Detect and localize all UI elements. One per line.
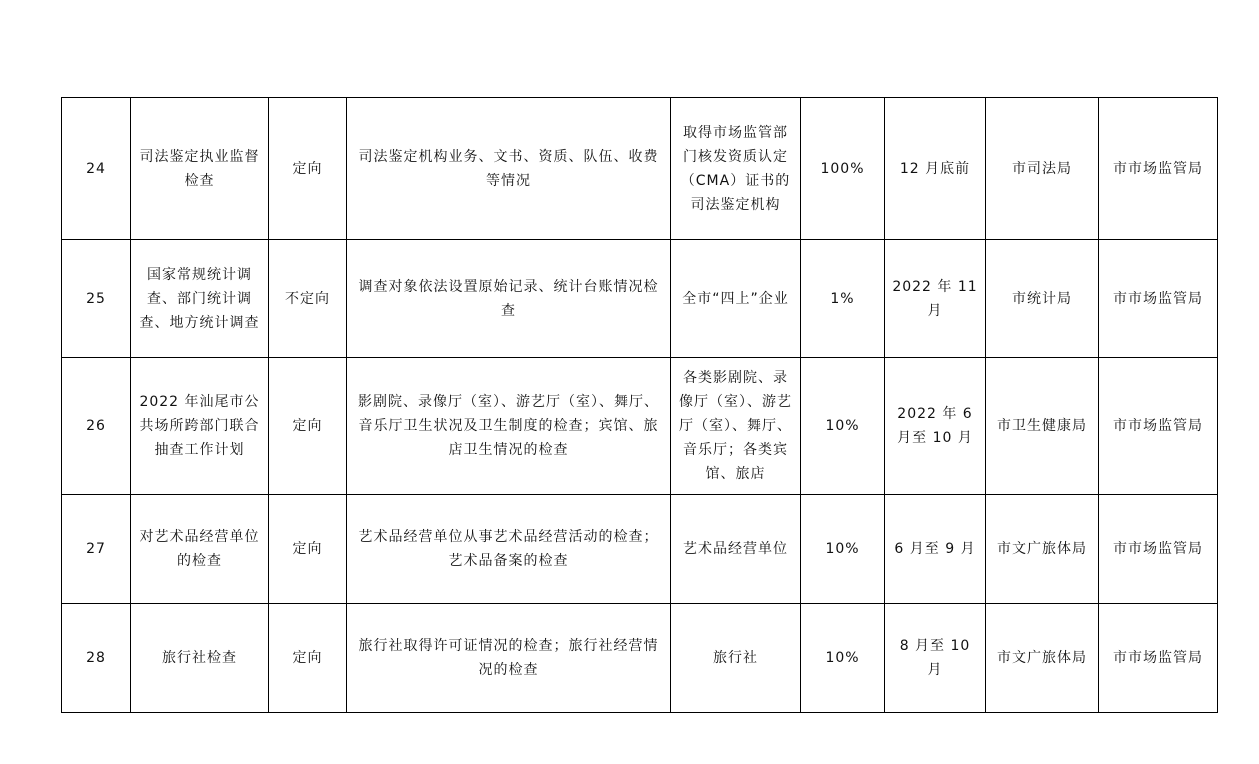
table-row (62, 240, 1218, 358)
inspection-time: 2022 年 6 月至 10 月 (885, 358, 986, 495)
inspection-content: 旅行社取得许可证情况的检查；旅行社经营情况的检查 (347, 604, 671, 713)
row-number: 25 (62, 240, 131, 358)
inspection-time: 12 月底前 (885, 98, 986, 240)
inspection-object: 各类影剧院、录像厅（室）、游艺厅（室）、舞厅、音乐厅；各类宾馆、旅店 (671, 358, 801, 495)
cooperating-department: 市市场监管局 (1099, 358, 1218, 495)
inspection-object: 艺术品经营单位 (671, 495, 801, 604)
inspection-time: 8 月至 10 月 (885, 604, 986, 713)
inspection-content: 影剧院、录像厅（室）、游艺厅（室）、舞厅、音乐厅卫生状况及卫生制度的检查；宾馆、旅店卫生情况的检查 (347, 358, 671, 495)
inspection-type: 不定向 (269, 240, 347, 358)
inspection-content: 艺术品经营单位从事艺术品经营活动的检查；艺术品备案的检查 (347, 495, 671, 604)
row-number: 27 (62, 495, 131, 604)
lead-department: 市文广旅体局 (986, 495, 1099, 604)
inspection-object: 全市“四上”企业 (671, 240, 801, 358)
inspection-type: 定向 (269, 358, 347, 495)
lead-department: 市文广旅体局 (986, 604, 1099, 713)
table-row (62, 358, 1218, 495)
cooperating-department: 市市场监管局 (1099, 98, 1218, 240)
inspection-type: 定向 (269, 495, 347, 604)
inspection-ratio: 10% (801, 495, 885, 604)
table-row (62, 495, 1218, 604)
inspection-time: 6 月至 9 月 (885, 495, 986, 604)
row-number: 28 (62, 604, 131, 713)
inspection-ratio: 100% (801, 98, 885, 240)
inspection-object: 取得市场监管部门核发资质认定（CMA）证书的司法鉴定机构 (671, 98, 801, 240)
cooperating-department: 市市场监管局 (1099, 604, 1218, 713)
row-number: 26 (62, 358, 131, 495)
inspection-content: 司法鉴定机构业务、文书、资质、队伍、收费等情况 (347, 98, 671, 240)
inspection-time: 2022 年 11 月 (885, 240, 986, 358)
inspection-ratio: 1% (801, 240, 885, 358)
cooperating-department: 市市场监管局 (1099, 495, 1218, 604)
inspection-content: 调查对象依法设置原始记录、统计台账情况检查 (347, 240, 671, 358)
lead-department: 市统计局 (986, 240, 1099, 358)
lead-department: 市卫生健康局 (986, 358, 1099, 495)
inspection-type: 定向 (269, 98, 347, 240)
cooperating-department: 市市场监管局 (1099, 240, 1218, 358)
inspection-item: 旅行社检查 (131, 604, 269, 713)
inspection-object: 旅行社 (671, 604, 801, 713)
inspection-item: 对艺术品经营单位的检查 (131, 495, 269, 604)
inspection-type: 定向 (269, 604, 347, 713)
inspection-ratio: 10% (801, 604, 885, 713)
inspection-item: 司法鉴定执业监督检查 (131, 98, 269, 240)
row-number: 24 (62, 98, 131, 240)
inspection-item: 国家常规统计调查、部门统计调查、地方统计调查 (131, 240, 269, 358)
inspection-item: 2022 年汕尾市公共场所跨部门联合抽查工作计划 (131, 358, 269, 495)
lead-department: 市司法局 (986, 98, 1099, 240)
inspection-ratio: 10% (801, 358, 885, 495)
inspection-plan-table (61, 97, 1218, 713)
table-row (62, 604, 1218, 713)
table-row (62, 98, 1218, 240)
